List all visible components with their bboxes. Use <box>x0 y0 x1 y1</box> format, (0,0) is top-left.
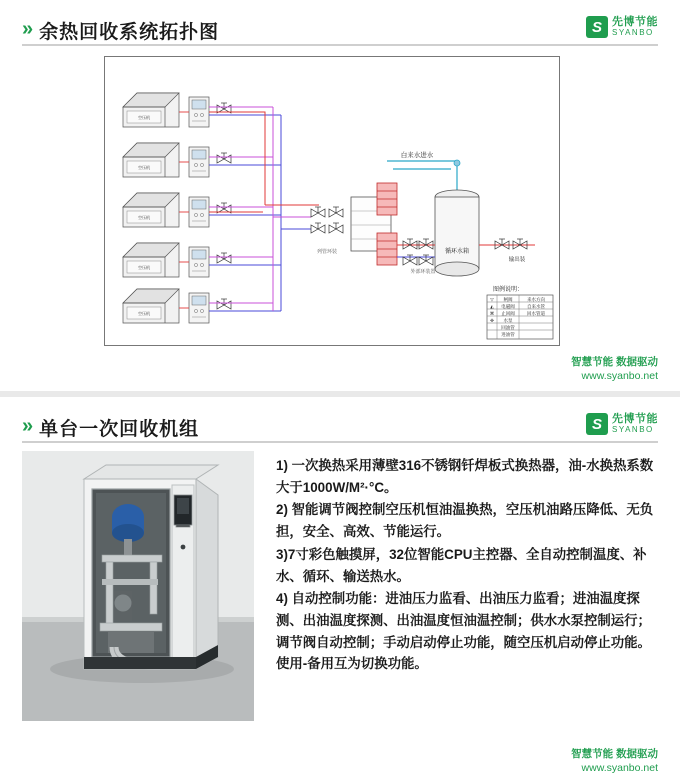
slide2-title-row <box>0 397 680 443</box>
control-boxes <box>189 97 209 323</box>
topology-svg: 空压机 白来水进水 循环水箱 输出装 列管环装 外部环装置 图例说明： ▽ 闸阀 来水方向 ◭ 电磁阀 自来水管 ⌘ 止回阀 回水管道 ✜ 水泵 回油管 进油管 <box>105 57 559 345</box>
slide-single-unit <box>0 397 680 783</box>
main-valve-cluster <box>311 207 343 233</box>
legend-sym-2: ⌘ <box>489 311 495 316</box>
water-tank <box>435 190 479 276</box>
mid-valve-cluster <box>403 239 433 265</box>
feature-item-3: 3)7寸彩色触摸屏，32位智能CPU主控器、全自动控制温度、补水、循环、输送热水。 <box>276 546 647 584</box>
logo-name-cn: 先博节能 <box>612 16 658 29</box>
slide1-footer <box>571 355 658 383</box>
feature-item-4: 4) 自动控制功能：进油压力监看、出油压力监看；进油温度探测、出油温度探测、出油温度恒油温控制；供水水泵控制运行；调节阀自动控制；手动启动停止功能，随空压机启动停止功能。使用-备用互为切换功能。 <box>276 591 651 672</box>
label-water-tank: 循环水箱 <box>444 249 470 255</box>
logo-wordmark <box>612 17 658 37</box>
slide2-body <box>0 451 680 721</box>
diagram-legend <box>487 285 553 339</box>
slide-topology <box>0 0 680 391</box>
chevron-right-icon: » <box>22 18 31 40</box>
slide2-footer <box>571 747 658 775</box>
legend-desc-0: 来水方向 <box>527 297 545 302</box>
inlet-node <box>454 160 460 166</box>
legend-name-5: 进油管 <box>501 332 515 337</box>
logo-name-cn: 先博节能 <box>612 413 658 426</box>
logo-mark-icon: S <box>586 413 608 435</box>
legend-title: 图例说明： <box>493 287 524 293</box>
legend-name-1: 电磁阀 <box>501 304 515 309</box>
legend-name-0: 闸阀 <box>503 297 513 302</box>
legend-name-2: 止回阀 <box>501 311 515 316</box>
legend-desc-1: 自来水管 <box>527 304 545 309</box>
title-divider <box>22 44 658 46</box>
chevron-right-icon: » <box>22 415 31 437</box>
equipment-photo <box>22 451 254 721</box>
equipment-photo-svg <box>22 451 254 721</box>
page-title: 余热回收系统拓扑图 <box>39 21 220 43</box>
legend-name-4: 回油管 <box>501 325 515 330</box>
feature-list <box>254 451 662 721</box>
label-output: 输出装 <box>508 257 526 263</box>
feature-item-2: 2) 智能调节阀控制空压机恒油温换热，空压机油路压降低、无负担，安全、高效、节能运行。 <box>276 502 654 540</box>
topology-diagram <box>104 56 560 346</box>
slide1-title-row <box>0 0 680 46</box>
legend-sym-3: ✜ <box>490 318 494 323</box>
output-valve-cluster <box>495 239 527 249</box>
logo-mark-icon: S <box>586 16 608 38</box>
logo-name-en: SYANBO <box>612 424 654 434</box>
footer-url[interactable]: www.syanbo.net <box>581 369 658 382</box>
unit-valves <box>217 103 231 309</box>
page-title: 单台一次回收机组 <box>39 418 200 440</box>
brand-logo <box>586 14 658 40</box>
label-heat-exchanger-note: 列管环装 <box>316 249 338 255</box>
logo-wordmark <box>612 414 658 434</box>
legend-desc-2: 回水管道 <box>527 311 545 316</box>
footer-url[interactable]: www.syanbo.net <box>581 761 658 774</box>
title-divider <box>22 441 658 443</box>
label-plate-note: 外部环装置 <box>410 269 436 275</box>
compressor-units <box>123 93 179 323</box>
footer-slogan: 智慧节能 数据驱动 <box>571 747 658 760</box>
brand-logo <box>586 411 658 437</box>
logo-name-en: SYANBO <box>612 27 654 37</box>
label-tap-water: 白来水进水 <box>400 152 434 159</box>
legend-name-3: 水泵 <box>503 318 513 323</box>
feature-item-1: 1) 一次换热采用薄壁316不锈钢钎焊板式换热器，油-水换热系数大于1000W/M²·°C。 <box>276 458 654 495</box>
legend-sym-0: ▽ <box>490 297 494 302</box>
legend-sym-1: ◭ <box>490 304 494 309</box>
footer-slogan: 智慧节能 数据驱动 <box>571 355 658 368</box>
